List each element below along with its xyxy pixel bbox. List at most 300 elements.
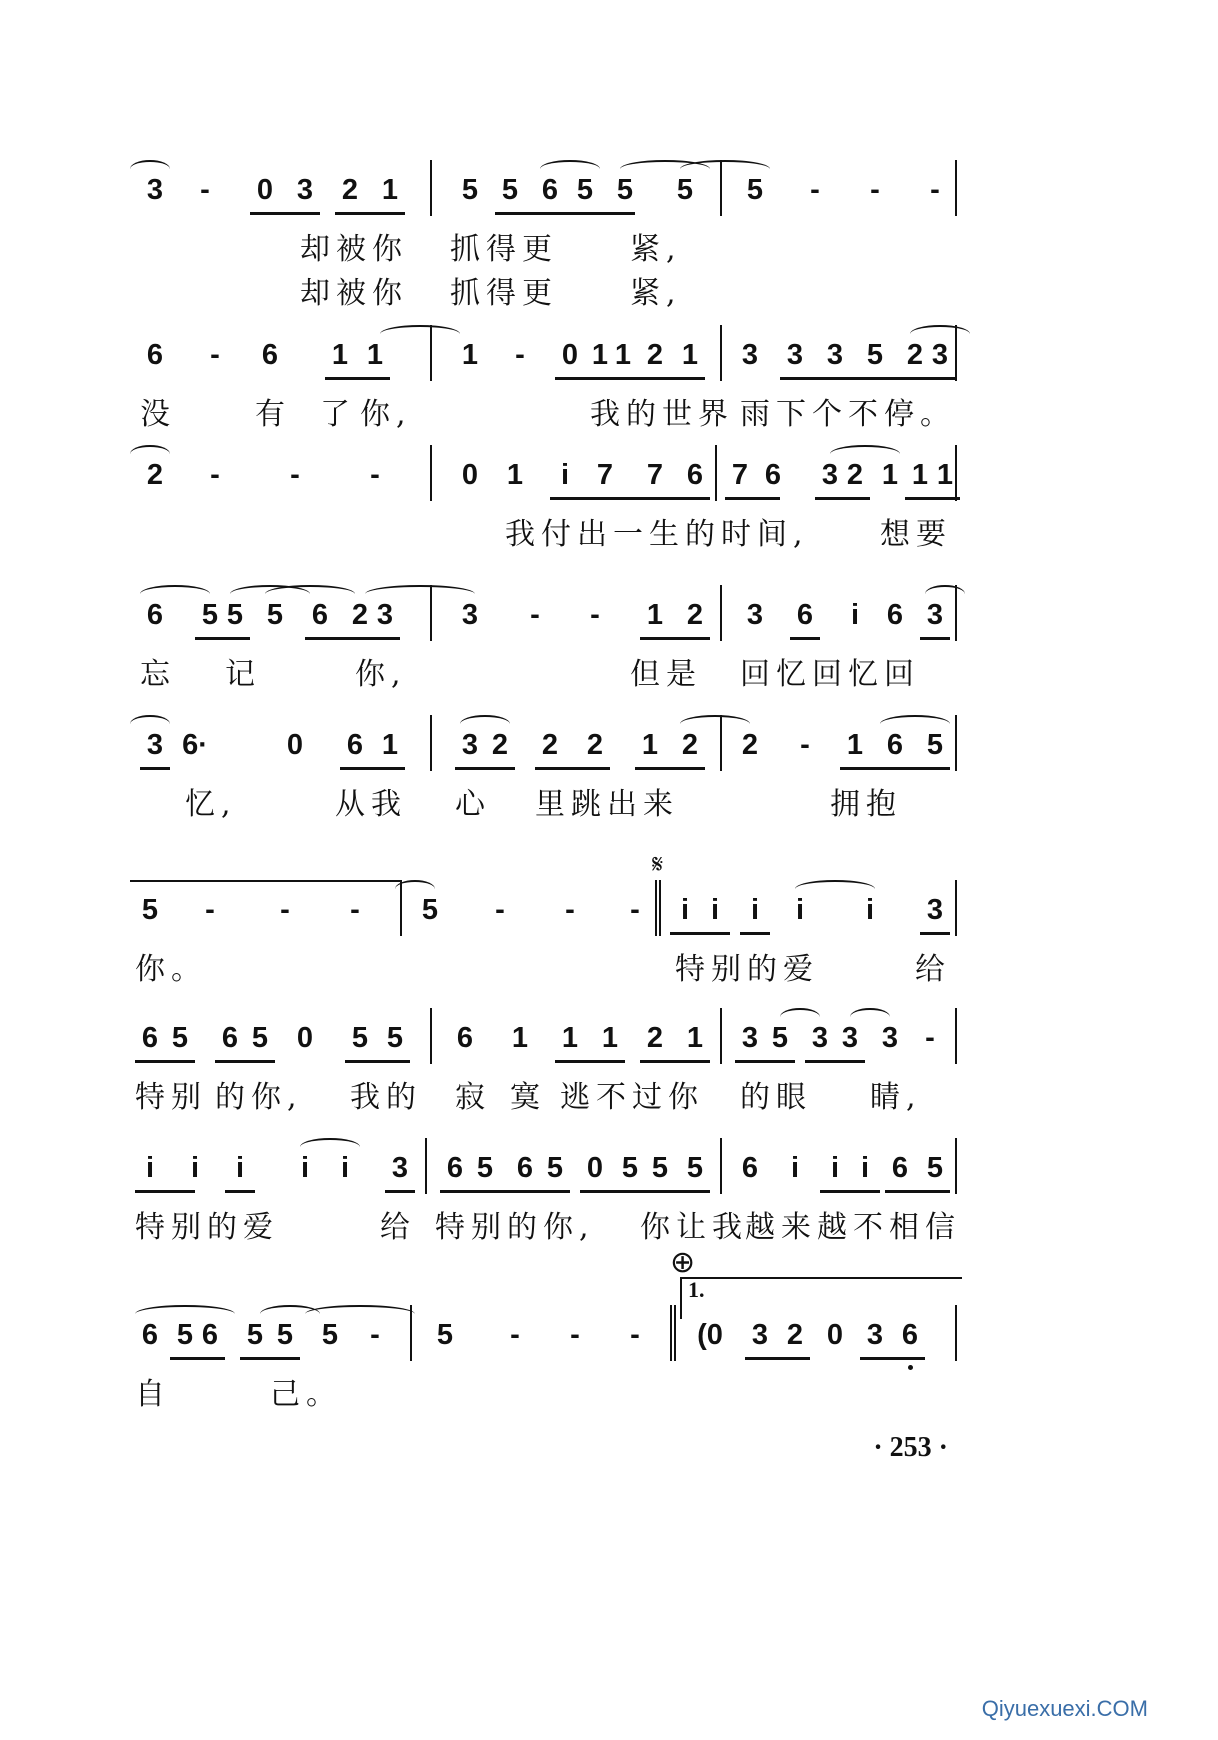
barline bbox=[430, 715, 432, 771]
note: 5 bbox=[176, 1319, 194, 1351]
notes-row-9 bbox=[140, 1305, 1060, 1365]
note: 6 bbox=[141, 1319, 159, 1351]
beam bbox=[725, 497, 780, 500]
note: 6 bbox=[516, 1152, 534, 1184]
beam bbox=[635, 767, 705, 770]
note: i bbox=[560, 459, 570, 491]
note: - bbox=[570, 1319, 580, 1351]
note: 6· bbox=[182, 729, 208, 761]
note: 5 bbox=[621, 1152, 639, 1184]
beam bbox=[555, 377, 705, 380]
lyric: 特别 bbox=[135, 1080, 207, 1115]
note: 3 bbox=[821, 459, 839, 491]
beam bbox=[455, 767, 515, 770]
lyric: 回忆回忆回 bbox=[740, 657, 920, 692]
note: 6 bbox=[764, 459, 782, 491]
note: - bbox=[370, 1319, 380, 1351]
system-1 bbox=[140, 160, 1060, 311]
lyric: 寂 bbox=[455, 1080, 491, 1115]
note: 3 bbox=[146, 729, 164, 761]
note: 5 bbox=[201, 599, 219, 631]
beam bbox=[135, 1060, 195, 1063]
lyric: 忆, bbox=[185, 787, 237, 822]
note: 1 bbox=[506, 459, 524, 491]
note: 2 bbox=[146, 459, 164, 491]
note: 3 bbox=[841, 1022, 859, 1054]
note: - bbox=[210, 339, 220, 371]
note: i bbox=[190, 1152, 200, 1184]
slur-arc bbox=[300, 1138, 360, 1156]
note: 3 bbox=[296, 174, 314, 206]
note: - bbox=[925, 1022, 935, 1054]
lyric: 你让我 bbox=[640, 1210, 748, 1245]
note: - bbox=[515, 339, 525, 371]
note: i bbox=[860, 1152, 870, 1184]
note: - bbox=[205, 894, 215, 926]
note: 5 bbox=[461, 174, 479, 206]
note: 3 bbox=[881, 1022, 899, 1054]
note: i bbox=[235, 1152, 245, 1184]
system-2 bbox=[140, 325, 1060, 432]
note: 6 bbox=[886, 729, 904, 761]
note: 0 bbox=[461, 459, 479, 491]
lyric: 特别的爱 bbox=[135, 1210, 279, 1245]
note: 1 bbox=[591, 339, 609, 371]
beam bbox=[325, 377, 390, 380]
notes-row-8 bbox=[140, 1138, 1060, 1198]
note: 3 bbox=[926, 599, 944, 631]
note: 3 bbox=[391, 1152, 409, 1184]
lyric: 忘 bbox=[140, 657, 176, 692]
note: 6 bbox=[901, 1319, 919, 1351]
lyric: 紧, bbox=[630, 276, 682, 311]
watermark: Qiyuexuexi.COM bbox=[981, 1696, 1148, 1721]
note: 5 bbox=[476, 1152, 494, 1184]
notes-row-1 bbox=[140, 160, 1060, 220]
lyric: 特别的爱 bbox=[675, 952, 819, 987]
note: 3 bbox=[741, 339, 759, 371]
lyrics-row-9 bbox=[135, 1365, 1060, 1412]
beam bbox=[735, 1060, 795, 1063]
note: 1 bbox=[641, 729, 659, 761]
note: 7 bbox=[596, 459, 614, 491]
note: 5 bbox=[686, 1152, 704, 1184]
note: - bbox=[200, 174, 210, 206]
lyric: 记 bbox=[225, 657, 261, 692]
note: - bbox=[630, 1319, 640, 1351]
note: 5 bbox=[226, 599, 244, 631]
beam bbox=[340, 767, 405, 770]
note: 2 bbox=[786, 1319, 804, 1351]
lyric: 寞 bbox=[510, 1080, 546, 1115]
system-3 bbox=[140, 445, 1060, 552]
note: 6 bbox=[456, 1022, 474, 1054]
beam bbox=[495, 212, 635, 215]
barline bbox=[955, 880, 957, 936]
beam bbox=[820, 1190, 880, 1193]
note: i bbox=[750, 894, 760, 926]
barline bbox=[955, 160, 957, 216]
note: 1 bbox=[911, 459, 929, 491]
note: 2 bbox=[686, 599, 704, 631]
barline bbox=[955, 1305, 957, 1361]
barline bbox=[430, 160, 432, 216]
lyric: 没 bbox=[140, 397, 176, 432]
slur-arc bbox=[880, 715, 950, 733]
note: - bbox=[630, 894, 640, 926]
slur-arc bbox=[830, 445, 900, 463]
note: 0 bbox=[561, 339, 579, 371]
note: 2 bbox=[646, 339, 664, 371]
lyric: 我的世界 bbox=[590, 397, 734, 432]
lyric: 自 bbox=[135, 1377, 171, 1412]
system-8 bbox=[135, 1138, 1060, 1245]
note: 2 bbox=[846, 459, 864, 491]
note: - bbox=[495, 894, 505, 926]
lyrics-row-2 bbox=[140, 385, 1060, 432]
note: 5 bbox=[266, 599, 284, 631]
note: 6 bbox=[686, 459, 704, 491]
tie-arc bbox=[380, 325, 460, 343]
note: 3 bbox=[931, 339, 949, 371]
lyric: 有 bbox=[255, 397, 291, 432]
beam bbox=[335, 212, 405, 215]
beam bbox=[305, 637, 400, 640]
lyric: 却被你 bbox=[300, 276, 408, 311]
note: i bbox=[830, 1152, 840, 1184]
beam bbox=[885, 1190, 950, 1193]
note: 5 bbox=[351, 1022, 369, 1054]
note: 1 bbox=[881, 459, 899, 491]
note: 1 bbox=[614, 339, 632, 371]
beam bbox=[640, 637, 710, 640]
barline bbox=[410, 1305, 412, 1361]
note: - bbox=[280, 894, 290, 926]
note: 1 bbox=[331, 339, 349, 371]
note: 3 bbox=[786, 339, 804, 371]
beam bbox=[920, 637, 950, 640]
note: 3 bbox=[866, 1319, 884, 1351]
beam bbox=[905, 497, 960, 500]
notes-row-6 bbox=[140, 880, 1060, 940]
note: 5 bbox=[436, 1319, 454, 1351]
barline bbox=[955, 715, 957, 771]
note: i bbox=[850, 599, 860, 631]
note: 5 bbox=[651, 1152, 669, 1184]
beam bbox=[195, 637, 250, 640]
note: i bbox=[145, 1152, 155, 1184]
lyrics-row-1b bbox=[140, 264, 1060, 311]
barline bbox=[425, 1138, 427, 1194]
note: - bbox=[530, 599, 540, 631]
lyric: 给 bbox=[380, 1210, 416, 1245]
note: 6 bbox=[796, 599, 814, 631]
page-number: · 253 · bbox=[873, 1432, 948, 1463]
note: 5 bbox=[246, 1319, 264, 1351]
note: 6 bbox=[891, 1152, 909, 1184]
volta-label: 1. bbox=[688, 1277, 705, 1302]
note: - bbox=[930, 174, 940, 206]
beam bbox=[805, 1060, 865, 1063]
note: 6 bbox=[346, 729, 364, 761]
beam bbox=[840, 767, 950, 770]
note: i bbox=[300, 1152, 310, 1184]
note: 1 bbox=[511, 1022, 529, 1054]
barline bbox=[430, 445, 432, 501]
lyric: 的眼 bbox=[740, 1080, 812, 1115]
tie-arc bbox=[925, 585, 965, 603]
note: i bbox=[710, 894, 720, 926]
beam bbox=[345, 1060, 410, 1063]
note: i bbox=[340, 1152, 350, 1184]
note: - bbox=[210, 459, 220, 491]
lyric: 拥抱 bbox=[830, 787, 902, 822]
note: 0 bbox=[256, 174, 274, 206]
note: 5 bbox=[501, 174, 519, 206]
note: 1 bbox=[561, 1022, 579, 1054]
lyric: 你, bbox=[355, 657, 407, 692]
notes-row-4 bbox=[140, 585, 1060, 645]
note: 5 bbox=[866, 339, 884, 371]
beam bbox=[225, 1190, 255, 1193]
barline bbox=[720, 715, 722, 771]
note: 2 bbox=[341, 174, 359, 206]
note: 3 bbox=[461, 599, 479, 631]
note: 1 bbox=[601, 1022, 619, 1054]
note: 5 bbox=[926, 1152, 944, 1184]
barline bbox=[430, 585, 432, 641]
beam bbox=[640, 1060, 710, 1063]
beam bbox=[740, 932, 770, 935]
lyric: 了 bbox=[320, 397, 356, 432]
note: 5 bbox=[746, 174, 764, 206]
note: i bbox=[795, 894, 805, 926]
note: 3 bbox=[746, 599, 764, 631]
lyric: 里跳出来 bbox=[535, 787, 679, 822]
note: 1 bbox=[686, 1022, 704, 1054]
note: 5 bbox=[171, 1022, 189, 1054]
note: 1 bbox=[936, 459, 954, 491]
note: 3 bbox=[811, 1022, 829, 1054]
slur-arc bbox=[540, 160, 600, 178]
note: 5 bbox=[421, 894, 439, 926]
note: 5 bbox=[616, 174, 634, 206]
note: 6 bbox=[741, 1152, 759, 1184]
slur-arc bbox=[795, 880, 875, 898]
note: - bbox=[370, 459, 380, 491]
lyrics-row-6 bbox=[135, 940, 1060, 987]
note: 1 bbox=[366, 339, 384, 371]
beam bbox=[780, 377, 955, 380]
system-7 bbox=[135, 1008, 1060, 1115]
lyric: 己。 bbox=[270, 1377, 342, 1412]
beam bbox=[555, 1060, 625, 1063]
note: 6 bbox=[541, 174, 559, 206]
barline bbox=[955, 1008, 957, 1064]
note: 3 bbox=[741, 1022, 759, 1054]
notes-row-2 bbox=[140, 325, 1060, 385]
lyric: 的你, bbox=[215, 1080, 303, 1115]
beam bbox=[170, 1357, 225, 1360]
beam bbox=[385, 1190, 415, 1193]
beam bbox=[860, 1357, 925, 1360]
lyric: 紧, bbox=[630, 232, 682, 267]
note: 0 bbox=[586, 1152, 604, 1184]
slur-arc bbox=[910, 325, 970, 343]
note: - bbox=[510, 1319, 520, 1351]
lyrics-row-5 bbox=[140, 775, 1060, 822]
note: 2 bbox=[491, 729, 509, 761]
note: 3 bbox=[146, 174, 164, 206]
lyric: 特别的你, bbox=[435, 1210, 595, 1245]
beam bbox=[670, 932, 730, 935]
note: 2 bbox=[681, 729, 699, 761]
note: 5 bbox=[141, 894, 159, 926]
barline bbox=[400, 880, 402, 936]
note: 6 bbox=[261, 339, 279, 371]
note: 3 bbox=[751, 1319, 769, 1351]
lyric: 抓得更 bbox=[450, 232, 558, 267]
repeat-barline bbox=[670, 1305, 676, 1361]
note: 6 bbox=[201, 1319, 219, 1351]
note: - bbox=[800, 729, 810, 761]
lyric: 我付出一生的时间, bbox=[505, 517, 809, 552]
lyric: 从我 bbox=[335, 787, 407, 822]
beam bbox=[790, 637, 820, 640]
notes-row-5 bbox=[140, 715, 1060, 775]
note: - bbox=[565, 894, 575, 926]
note: i bbox=[865, 894, 875, 926]
note: 2 bbox=[541, 729, 559, 761]
lyric: 你, bbox=[360, 397, 412, 432]
note: 0 bbox=[826, 1319, 844, 1351]
note: 3 bbox=[826, 339, 844, 371]
notes-row-7 bbox=[140, 1008, 1060, 1068]
note: 5 bbox=[676, 174, 694, 206]
barline bbox=[955, 1138, 957, 1194]
lyrics-row-3 bbox=[140, 505, 1060, 552]
lyrics-row-4 bbox=[140, 645, 1060, 692]
system-9 bbox=[135, 1245, 1060, 1412]
note: 0 bbox=[296, 1022, 314, 1054]
notes-row-3 bbox=[140, 445, 1060, 505]
barline bbox=[720, 160, 722, 216]
barline bbox=[430, 1008, 432, 1064]
note: 6 bbox=[221, 1022, 239, 1054]
beam bbox=[250, 212, 320, 215]
lyric: 你。 bbox=[135, 952, 207, 987]
note: 5 bbox=[926, 729, 944, 761]
slur-arc bbox=[460, 715, 510, 733]
barline bbox=[720, 1008, 722, 1064]
barline bbox=[955, 445, 957, 501]
beam bbox=[550, 497, 710, 500]
lyrics-row-8 bbox=[135, 1198, 1060, 1245]
lyric: 想要 bbox=[880, 517, 952, 552]
lyric: 逃不过你 bbox=[560, 1080, 704, 1115]
note: 5 bbox=[771, 1022, 789, 1054]
note: 5 bbox=[321, 1319, 339, 1351]
lyric: 心 bbox=[455, 787, 491, 822]
system-4 bbox=[140, 585, 1060, 692]
note: 6 bbox=[146, 599, 164, 631]
lyric: 给 bbox=[915, 952, 951, 987]
barline bbox=[430, 325, 432, 381]
note: 2 bbox=[646, 1022, 664, 1054]
note: 1 bbox=[646, 599, 664, 631]
repeat-barline bbox=[655, 880, 661, 936]
note: 1 bbox=[846, 729, 864, 761]
note: 1 bbox=[461, 339, 479, 371]
beam bbox=[440, 1190, 570, 1193]
note: 7 bbox=[731, 459, 749, 491]
note: - bbox=[810, 174, 820, 206]
beam bbox=[920, 932, 950, 935]
note: 1 bbox=[381, 729, 399, 761]
beam bbox=[535, 767, 610, 770]
note: - bbox=[290, 459, 300, 491]
lyric: 越来越不相信 bbox=[745, 1210, 961, 1245]
note: 0 bbox=[286, 729, 304, 761]
note: 3 bbox=[926, 894, 944, 926]
lyric: 睛, bbox=[870, 1080, 922, 1115]
beam bbox=[580, 1190, 710, 1193]
beam bbox=[745, 1357, 810, 1360]
note: 5 bbox=[276, 1319, 294, 1351]
note: 1 bbox=[681, 339, 699, 371]
barline bbox=[720, 325, 722, 381]
system-6 bbox=[135, 850, 1060, 987]
barline bbox=[720, 585, 722, 641]
note: i bbox=[680, 894, 690, 926]
note: (0 bbox=[697, 1319, 723, 1351]
barline bbox=[715, 445, 717, 501]
system-5 bbox=[140, 715, 1060, 822]
barline bbox=[955, 325, 957, 381]
lyric: 却被你 bbox=[300, 232, 408, 267]
beam bbox=[215, 1060, 275, 1063]
note: 2 bbox=[741, 729, 759, 761]
barline bbox=[955, 585, 957, 641]
note: 1 bbox=[381, 174, 399, 206]
slur-arc bbox=[850, 1008, 890, 1026]
beam bbox=[815, 497, 870, 500]
note: 6 bbox=[886, 599, 904, 631]
note: 5 bbox=[546, 1152, 564, 1184]
note: 3 bbox=[376, 599, 394, 631]
beam bbox=[140, 767, 170, 770]
note: 5 bbox=[576, 174, 594, 206]
note: - bbox=[870, 174, 880, 206]
barline bbox=[720, 1138, 722, 1194]
beam bbox=[240, 1357, 300, 1360]
slur-arc bbox=[780, 1008, 820, 1026]
note: 6 bbox=[311, 599, 329, 631]
note: 6 bbox=[146, 339, 164, 371]
segno-icon: 𝄋 bbox=[652, 850, 664, 880]
coda-icon: ⊕ bbox=[670, 1245, 696, 1280]
note: i bbox=[790, 1152, 800, 1184]
lyric: 抓得更 bbox=[450, 276, 558, 311]
lyric: 我的 bbox=[350, 1080, 422, 1115]
note: - bbox=[350, 894, 360, 926]
note: 2 bbox=[906, 339, 924, 371]
note: 6 bbox=[141, 1022, 159, 1054]
note: 2 bbox=[586, 729, 604, 761]
beam bbox=[135, 1190, 195, 1193]
lyric: 雨下个不停。 bbox=[740, 397, 956, 432]
note: - bbox=[590, 599, 600, 631]
